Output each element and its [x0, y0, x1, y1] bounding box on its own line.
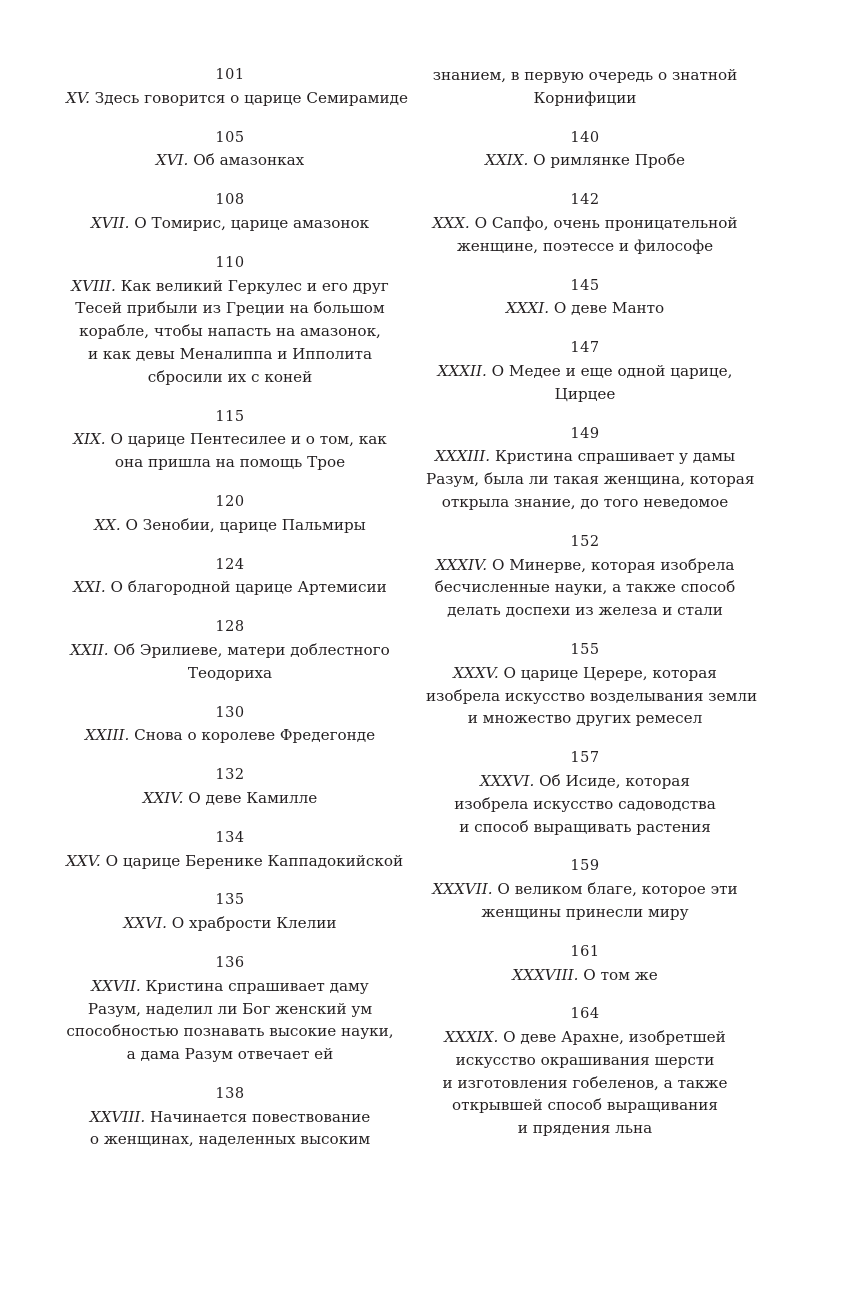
- toc-title-line: [66, 850, 404, 873]
- toc-title-text: открыла знание, до того неведомое: [441, 492, 729, 511]
- toc-title-line: [426, 878, 744, 901]
- toc-page-number: 136: [215, 954, 245, 971]
- toc-title-line: [66, 87, 408, 110]
- toc-page-number: 159: [570, 858, 600, 875]
- toc-title-line: [426, 1049, 744, 1072]
- toc-entry: [66, 952, 394, 1066]
- toc-title-text: а дама Разум отвечает ей: [126, 1045, 334, 1064]
- toc-title-text: Теодориха: [187, 663, 273, 682]
- toc-title-text: О римлянке Пробе: [528, 151, 685, 170]
- toc-entry: [66, 616, 394, 684]
- toc-title-text: Цирцее: [554, 384, 616, 403]
- toc-page-number: 155: [570, 641, 600, 658]
- toc-title-text: Снова о королеве Фредегонде: [129, 726, 376, 745]
- toc-chapter-numeral: XXV.: [66, 851, 101, 870]
- toc-title-text: изобрела искусство возделывания земли: [426, 686, 758, 705]
- toc-title-line: [426, 576, 744, 599]
- toc-page-number: 135: [215, 892, 245, 909]
- toc-chapter-numeral: XVIII.: [71, 276, 116, 295]
- toc-title-text: и прядения льна: [517, 1119, 653, 1138]
- toc-title-text: делать доспехи из железа и стали: [447, 601, 723, 620]
- toc-chapter-numeral: XXXI.: [505, 299, 550, 318]
- toc-title-line: [426, 235, 744, 258]
- toc-chapter-numeral: XXVIII.: [89, 1107, 146, 1126]
- toc-entry: [426, 639, 758, 730]
- toc-title-line: [66, 1128, 394, 1151]
- toc-title-text: Кристина спрашивает даму: [140, 976, 369, 995]
- toc-title-text: О Томирис, царице амазонок: [129, 213, 370, 232]
- toc-title-text: Здесь говорится о царице Семирамиде: [89, 88, 408, 107]
- toc-title-text: Кристина спрашивает у дамы: [490, 447, 736, 466]
- toc-chapter-numeral: XXVI.: [123, 914, 167, 933]
- toc-title-line: [426, 662, 744, 685]
- toc-title-line: [426, 149, 744, 172]
- toc-title-line: [426, 901, 744, 924]
- toc-chapter-numeral: XX.: [94, 515, 121, 534]
- toc-title-text: О благородной царице Артемисии: [105, 578, 387, 597]
- toc-entry: [426, 1003, 744, 1140]
- toc-title-text: знанием, в первую очередь о знатной: [432, 66, 738, 84]
- toc-title-line: [66, 451, 394, 474]
- toc-page-number: 140: [570, 129, 600, 146]
- toc-title-line: [426, 1117, 744, 1140]
- toc-page-number: 145: [570, 277, 600, 294]
- toc-page-number: 157: [570, 750, 600, 767]
- toc-page-number: 142: [570, 192, 600, 209]
- toc-title-line: [426, 468, 755, 491]
- toc-page-number: 138: [215, 1085, 245, 1102]
- toc-title-text: изобрела искусство садоводства: [454, 794, 716, 813]
- toc-title-line: [426, 599, 744, 622]
- toc-title-line: [66, 1020, 394, 1043]
- toc-title-text: бесчисленные науки, а также способ: [434, 578, 736, 597]
- toc-title-text: сбросили их с коней: [147, 367, 313, 386]
- toc-title-line: [66, 297, 394, 320]
- toc-title-line: [426, 87, 744, 110]
- toc-page-number: 147: [570, 340, 600, 357]
- toc-entry: [66, 127, 394, 173]
- toc-title-text: Об Исиде, которая: [534, 771, 690, 790]
- toc-title-line: [66, 428, 394, 451]
- toc-title-text: и изготовления гобеленов, а также: [442, 1073, 728, 1092]
- toc-entry: [426, 747, 744, 838]
- toc-entry: [426, 127, 744, 173]
- toc-title-line: [66, 639, 394, 662]
- toc-title-line: [426, 1026, 744, 1049]
- toc-title-line: [66, 1043, 394, 1066]
- toc-chapter-numeral: XXXVI.: [480, 771, 535, 790]
- toc-title-line: [66, 787, 394, 810]
- toc-entry: [66, 491, 394, 537]
- toc-title-line: [66, 998, 394, 1021]
- toc-title-line: [426, 297, 744, 320]
- toc-entry: [66, 702, 394, 748]
- toc-title-text: Разум, была ли такая женщина, которая: [426, 470, 755, 489]
- toc-title-line: [426, 212, 744, 235]
- toc-title-text: о женщинах, наделенных высоким: [89, 1130, 371, 1149]
- toc-chapter-numeral: XVII.: [90, 213, 130, 232]
- toc-title-text: Корнифиции: [533, 88, 637, 107]
- toc-page-number: 152: [570, 533, 600, 550]
- toc-chapter-numeral: XIX.: [73, 430, 106, 449]
- toc-title-text: и как девы Меналиппа и Ипполита: [87, 344, 373, 363]
- toc-title-text: Об Эрилиеве, матери доблестного: [108, 640, 390, 659]
- toc-entry: [66, 827, 404, 873]
- toc-entry: [426, 531, 744, 622]
- toc-chapter-numeral: XXX.: [432, 213, 470, 232]
- toc-entry: [426, 275, 744, 321]
- toc-entry: [66, 64, 408, 110]
- toc-page-number: 105: [215, 129, 245, 146]
- toc-chapter-numeral: XXXVIII.: [512, 965, 579, 984]
- toc-title-text: женщины принесли миру: [481, 902, 689, 921]
- toc-title-line: [426, 770, 744, 793]
- toc-title-line: [426, 64, 744, 87]
- toc-title-line: [426, 1094, 744, 1117]
- toc-page-number: 161: [570, 943, 600, 960]
- toc-page-number: 128: [215, 619, 245, 636]
- toc-chapter-numeral: XXXII.: [437, 361, 487, 380]
- toc-left-column: [66, 64, 408, 1168]
- toc-page-number: 149: [570, 425, 600, 442]
- toc-title-text: О храбрости Клелии: [166, 914, 337, 933]
- toc-entry: [66, 252, 394, 389]
- toc-title-line: [66, 1106, 394, 1129]
- toc-title-line: [66, 343, 394, 366]
- toc-title-text: Разум, наделил ли Бог женский ум: [87, 999, 373, 1018]
- toc-title-text: способностью познавать высокие науки,: [66, 1022, 394, 1041]
- toc-title-line: [66, 320, 394, 343]
- toc-title-line: [426, 816, 744, 839]
- toc-entry: [426, 337, 744, 405]
- toc-page-number: 134: [215, 829, 245, 846]
- toc-entry: [66, 1083, 394, 1151]
- toc-chapter-numeral: XXXV.: [453, 663, 499, 682]
- toc-title-line: [66, 975, 394, 998]
- toc-title-line: [66, 576, 394, 599]
- toc-page-number: 164: [570, 1006, 600, 1023]
- toc-title-line: [426, 793, 744, 816]
- toc-title-line: [426, 491, 744, 514]
- toc-page-number: 110: [215, 254, 245, 271]
- toc-title-line: [426, 445, 744, 468]
- toc-title-line: [66, 366, 394, 389]
- toc-entry: [66, 764, 394, 810]
- toc-title-text: корабле, чтобы напасть на амазонок,: [79, 322, 381, 341]
- toc-title-line: [426, 1072, 744, 1095]
- toc-title-text: О царице Беренике Каппадокийской: [100, 851, 404, 870]
- toc-title-line: [426, 964, 744, 987]
- toc-title-text: О деве Камилле: [183, 788, 318, 807]
- toc-title-line: [66, 212, 394, 235]
- toc-title-line: [66, 275, 394, 298]
- toc-title-text: О царице Пентесилее и о том, как: [105, 430, 387, 449]
- toc-title-text: О деве Арахне, изобретшей: [498, 1028, 726, 1047]
- toc-title-text: искусство окрашивания шерсти: [455, 1050, 715, 1069]
- toc-title-text: О Зенобии, царице Пальмиры: [120, 515, 366, 534]
- toc-title-text: О деве Манто: [549, 299, 665, 318]
- toc-title-text: открывшей способ выращивания: [452, 1096, 718, 1115]
- toc-title-text: О великом благе, которое эти: [492, 880, 738, 899]
- toc-chapter-numeral: XXIV.: [142, 788, 184, 807]
- toc-chapter-numeral: XV.: [66, 88, 90, 107]
- toc-title-line: [426, 554, 744, 577]
- toc-title-line: [426, 685, 758, 708]
- toc-title-line: [426, 707, 744, 730]
- toc-page-number: 124: [215, 556, 245, 573]
- toc-title-text: О Минерве, которая изобрела: [487, 555, 735, 574]
- toc-entry: [426, 941, 744, 987]
- toc-entry: [426, 423, 755, 514]
- toc-title-text: и способ выращивать растения: [459, 817, 711, 836]
- toc-title-text: Начинается повествование: [145, 1107, 371, 1126]
- toc-entry: [426, 189, 744, 257]
- toc-title-text: О том же: [578, 965, 658, 984]
- toc-chapter-numeral: XXIII.: [84, 726, 130, 745]
- toc-chapter-numeral: XXXIX.: [444, 1028, 499, 1047]
- toc-page-number: 115: [215, 408, 245, 425]
- toc-right-column: [426, 64, 758, 1157]
- toc-chapter-numeral: XXXIV.: [435, 555, 488, 574]
- toc-page-number: 101: [215, 67, 245, 83]
- toc-title-text: Как великий Геркулес и его друг: [115, 276, 389, 295]
- toc-chapter-numeral: XXXIII.: [434, 447, 491, 466]
- toc-title-text: О Сапфо, очень проницательной: [469, 213, 738, 232]
- toc-title-text: О Медее и еще одной царице,: [486, 361, 733, 380]
- toc-page-number: 108: [215, 192, 245, 209]
- toc-chapter-numeral: XXII.: [70, 640, 109, 659]
- toc-entry: [66, 406, 394, 474]
- toc-entry: [66, 554, 394, 600]
- toc-title-line: [66, 724, 394, 747]
- toc-title-text: женщине, поэтессе и философе: [456, 236, 714, 255]
- toc-page-number: 132: [215, 767, 245, 784]
- toc-page-number: 120: [215, 493, 245, 510]
- toc-title-line: [66, 149, 394, 172]
- toc-title-text: Об амазонках: [188, 151, 305, 170]
- toc-title-line: [66, 514, 394, 537]
- toc-title-line: [426, 383, 744, 406]
- toc-page-number: 130: [215, 704, 245, 721]
- toc-chapter-numeral: XXXVII.: [432, 880, 493, 899]
- toc-title-text: О царице Церере, которая: [498, 663, 717, 682]
- table-of-contents-page: [0, 64, 857, 1264]
- toc-title-text: Тесей прибыли из Греции на большом: [75, 299, 385, 318]
- toc-title-text: и множество других ремесел: [467, 709, 703, 728]
- toc-title-text: она пришла на помощь Трое: [114, 453, 346, 472]
- toc-entry: [426, 64, 744, 110]
- toc-title-line: [66, 662, 394, 685]
- toc-entry: [426, 855, 744, 923]
- toc-entry: [66, 189, 394, 235]
- toc-entry: [66, 889, 394, 935]
- toc-title-line: [426, 360, 744, 383]
- toc-chapter-numeral: XVI.: [155, 151, 189, 170]
- toc-chapter-numeral: XXIX.: [485, 151, 529, 170]
- toc-title-line: [66, 912, 394, 935]
- toc-chapter-numeral: XXVII.: [91, 976, 141, 995]
- toc-chapter-numeral: XXI.: [73, 578, 106, 597]
